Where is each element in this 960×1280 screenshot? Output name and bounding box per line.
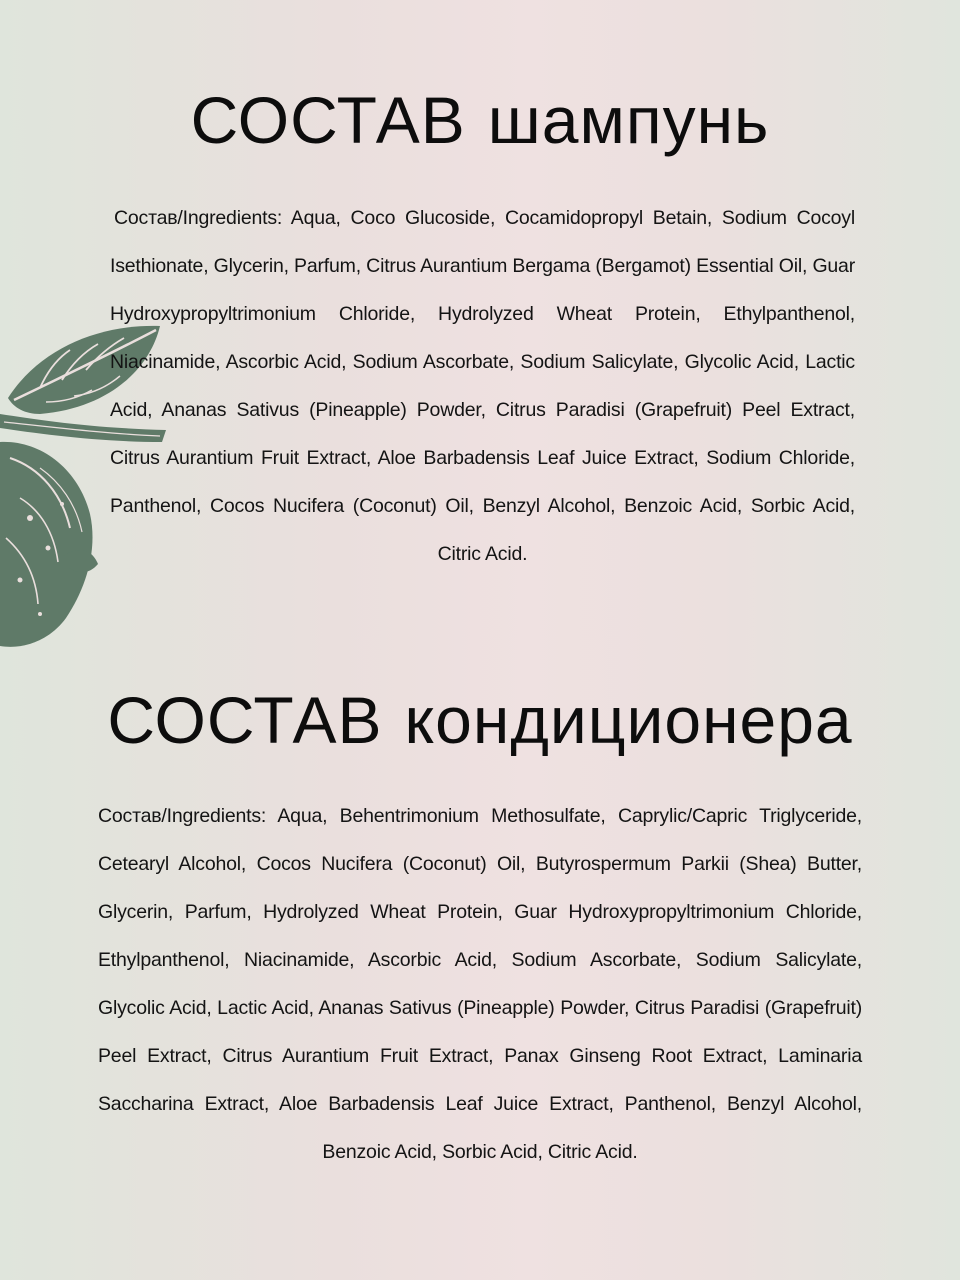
shampoo-ingredients: Состав/Ingredients: Aqua, Coco Glucoside, Cocamidopropyl Betain, Sodium Cocoyl Isethionate, Glycerin, Parfum, Citrus Aurantium Bergama (Bergamot) Essential Oil, Guar Hydroxypropyltrimonium Chloride, Hydrolyzed Wheat Protein, Ethylpanthenol, Niacinamide, Ascorbic Acid, Sodium Ascorbate, Sodium Salicylate, Glycolic Acid, Lactic Acid, Ananas Sativus (Pineapple) Powder, Citrus Paradisi (Grapefruit) Peel Extract, Citrus Aurantium Fruit Extract, Aloe Barbadensis Leaf Juice Extract, Sodium Chloride, Panthenol, Cocos Nucifera (Coconut) Oil, Benzyl Alcohol, Benzoic Acid, Sorbic Acid, Citric Acid.: [110, 207, 855, 565]
conditioner-title-sub: кондиционера: [404, 683, 853, 757]
conditioner-title-main: СОСТАВ: [107, 683, 383, 757]
conditioner-title: [0, 682, 960, 758]
shampoo-title: [0, 82, 960, 158]
conditioner-ingredients: Состав/Ingredients: Aqua, Behentrimonium Methosulfate, Caprylic/Capric Triglyceride, Cetearyl Alcohol, Cocos Nucifera (Coconut) Oil, Butyrospermum Parkii (Shea) Butter, Glycerin, Parfum, Hydrolyzed Wheat Protein, Guar Hydroxypropyltrimonium Chloride, Ethylpanthenol, Niacinamide, Ascorbic Acid, Sodium Ascorbate, Sodium Salicylate, Glycolic Acid, Lactic Acid, Ananas Sativus (Pineapple) Powder, Citrus Paradisi (Grapefruit) Peel Extract, Citrus Aurantium Fruit Extract, Panax Ginseng Root Extract, Laminaria Saccharina Extract, Aloe Barbadensis Leaf Juice Extract, Panthenol, Benzyl Alcohol, Benzoic Acid, Sorbic Acid, Citric Acid.: [98, 805, 862, 1163]
shampoo-title-sub: шампунь: [487, 83, 770, 157]
shampoo-title-main: СОСТАВ: [190, 83, 466, 157]
